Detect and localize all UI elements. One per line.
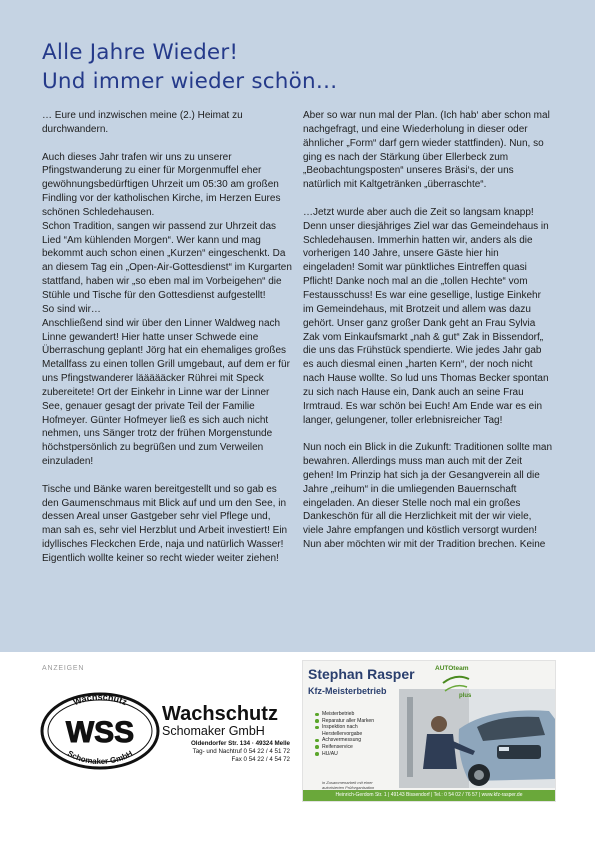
paragraph: … Eure und inzwischen meine (2.) Heimat zu durchwandern. bbox=[42, 110, 243, 135]
paragraph: So sind wir… bbox=[42, 303, 101, 315]
bullet-icon bbox=[315, 752, 319, 756]
wss-phone: Tag- und Nachtruf 0 54 22 / 4 51 72 bbox=[192, 748, 290, 755]
wss-name: Wachschutz bbox=[162, 703, 278, 725]
bullet-icon bbox=[315, 719, 319, 723]
rasper-name: Stephan Rasper bbox=[308, 666, 415, 682]
wss-address: Oldendorfer Str. 134 · 49324 Melle bbox=[190, 740, 290, 747]
title-line-2: Und immer wieder schön… bbox=[42, 69, 338, 94]
autoteam-text: AUTOteam bbox=[435, 665, 469, 672]
paragraph: …Jetzt wurde aber auch die Zeit so langsam knapp! Denn unser diesjähriges Ziel war das Gemeindehaus in Schledehausen. Immerhin hatten wir, anders als die vorherigen 140 Jahre, unsere Gäste hier hin eingeladen! Somit war pünktliches Eintreffen quasi Pflicht! Danke noch mal an die „tollen Hechte“ vom Festausschuss! Es war eine gesellige, lustige Einkehr im Gemeindehaus, mit Brotzeit und allem was dazu gehört. Unser ganz großer Dank geht an Frau Sylvia Zak vom Einkaufsmarkt „nah & gut“ Zak in Bissendorf„ die uns das Frühstück spendierte. Wie jedes Jahr gab es auch diesmal einen „harten Kern“, der noch nicht nach Hause wollte. So lud uns Thomas Becker spontan zu sich nach Hause ein, Dank auch an seine Frau Irmtraud. Es war schön bei Euch! Am Ende war es ein langer, gelungener, toller erlebnisreicher Tag! bbox=[303, 206, 549, 426]
rasper-note: in Zusammenarbeit mit einer autorisierten Prüforganisation bbox=[322, 780, 375, 790]
autoteam-plus: plus bbox=[459, 693, 471, 699]
wss-logo-mid: WSS bbox=[65, 716, 135, 749]
service-item: Reparatur aller Marken bbox=[315, 718, 374, 725]
bullet-icon bbox=[315, 713, 319, 717]
paragraph: Schon Tradition, sangen wir passend zur Uhrzeit das Lied “Am kühlenden Morgen“. Wer kann und mag bekommt auch schon einen „Kurzen“ eingeschenkt. Da an diesem Tag ein „Open-Air-Gottesdienst“ im Kurgarten stattfand, haben wir „so eben mal im Vorbeigehen“ die Stühle und Tische für den Gottesdienst aufgestellt! bbox=[42, 220, 292, 301]
rasper-ad bbox=[302, 660, 556, 802]
title-line-1: Alle Jahre Wieder! bbox=[42, 40, 239, 65]
bullet-icon bbox=[315, 726, 319, 730]
service-item-continued: Herstellervorgabe bbox=[322, 730, 363, 737]
bullet-icon bbox=[315, 745, 319, 749]
service-item: HU/AU bbox=[315, 751, 374, 758]
service-item: Reifenservice bbox=[315, 744, 374, 751]
wss-ad bbox=[40, 686, 290, 786]
wss-logo-bottom: Schomaker GmbH bbox=[65, 748, 135, 767]
right-column bbox=[303, 109, 553, 566]
wss-subtitle: Schomaker GmbH bbox=[162, 724, 265, 738]
paragraph: Anschließend sind wir über den Linner Waldweg nach Linne gewandert! Hier hatte unser Schwede eine Überraschung geplant! Jörg hat ein ehemaliges großes Metallfass zu einen tollen Grill umgebaut, auf dem er für uns Pfingstwanderer läääääcker Rührei mit Speck zubereitete! Ort der Einkehr in Linne war der Linner See, genauer gesagt der private Teil der Familie Hofmeyer. Günter Hofmeyer ließ es sich auch nicht nehmen, uns Sänger trotz der frühen Morgenstunde höchstpersönlich zu begrüßen und zum Verweilen einzuladen! bbox=[42, 317, 290, 468]
paragraph: Nun noch ein Blick in die Zukunft: Traditionen sollte man bewahren. Allerdings muss man auch mit der Zeit gehen! Im Prinzip hat sich ja der Gesangverein all die Jahre „reihum“ in die umliegenden Bauernschaft eingeladen. An dieser Stelle noch mal ein großes Dankeschön für all die Herzlichkeit mit der wir viele, viele Jahre empfangen und köstlich versorgt wurden! Nun aber möchten wir mit der Tradition brechen. Keine bbox=[303, 442, 553, 551]
services-list bbox=[315, 711, 374, 757]
service-item: Inspektion nach bbox=[315, 724, 374, 731]
wss-contact bbox=[162, 740, 290, 764]
ads-label: ANZEIGEN bbox=[42, 665, 85, 672]
paragraph: Aber so war nun mal der Plan. (Ich hab‘ aber schon mal nachgefragt, und eine Wiederholung in dieser oder ähnlicher „Form“ darf gern wieder stattfinden). Nun, so ging es nach der Stärkung über Ellerbeck zum „Beobachtungsposten“ unseres Bräsi‘s, der uns natürlich mit Kaltgetränken „überraschte“. bbox=[303, 110, 550, 191]
left-column bbox=[42, 109, 292, 580]
service-item: Achsvermessung bbox=[315, 737, 374, 744]
autoteam-swoosh-icon bbox=[441, 673, 471, 699]
rasper-footer: Heinrich-Gerdom Str. 1 | 49143 Bissendorf | Tel.: 0 54 02 / 76 57 | www.kfz-rasper.de bbox=[303, 790, 555, 801]
autoteam-logo bbox=[435, 665, 475, 701]
car-photo bbox=[399, 689, 555, 788]
bullet-icon bbox=[315, 739, 319, 743]
paragraph: Auch dieses Jahr trafen wir uns zu unserer Pfingstwanderung zu einer für Morgenmuffel eher gewöhnungsbedürftigen Uhrzeit um 05:30 am großen Findling vor der katholischen Kirche, im Herzen Eures schönen Schledehausen. bbox=[42, 151, 281, 218]
wss-logo-top: Wachschutz bbox=[71, 692, 129, 708]
rasper-subtitle: Kfz-Meisterbetrieb bbox=[308, 686, 387, 696]
service-item: Meisterbetrieb bbox=[315, 711, 374, 718]
wss-fax: Fax 0 54 22 / 4 54 72 bbox=[231, 756, 290, 763]
paragraph: Tische und Bänke waren bereitgestellt und so gab es den Gaumenschmaus mit Blick auf und um den See, in dessen Areal unser Gastgeber sehr viel Pflege und, man sah es, sehr viel Herzblut und Arbeit investiert! Ein idyllisches Fleckchen Erde, naja und natürlich Wasser! Eigentlich wollte keiner so recht wieder weiter ziehen! bbox=[42, 483, 288, 564]
wss-text bbox=[162, 704, 290, 764]
article-title bbox=[42, 38, 337, 96]
wss-logo bbox=[40, 692, 160, 770]
